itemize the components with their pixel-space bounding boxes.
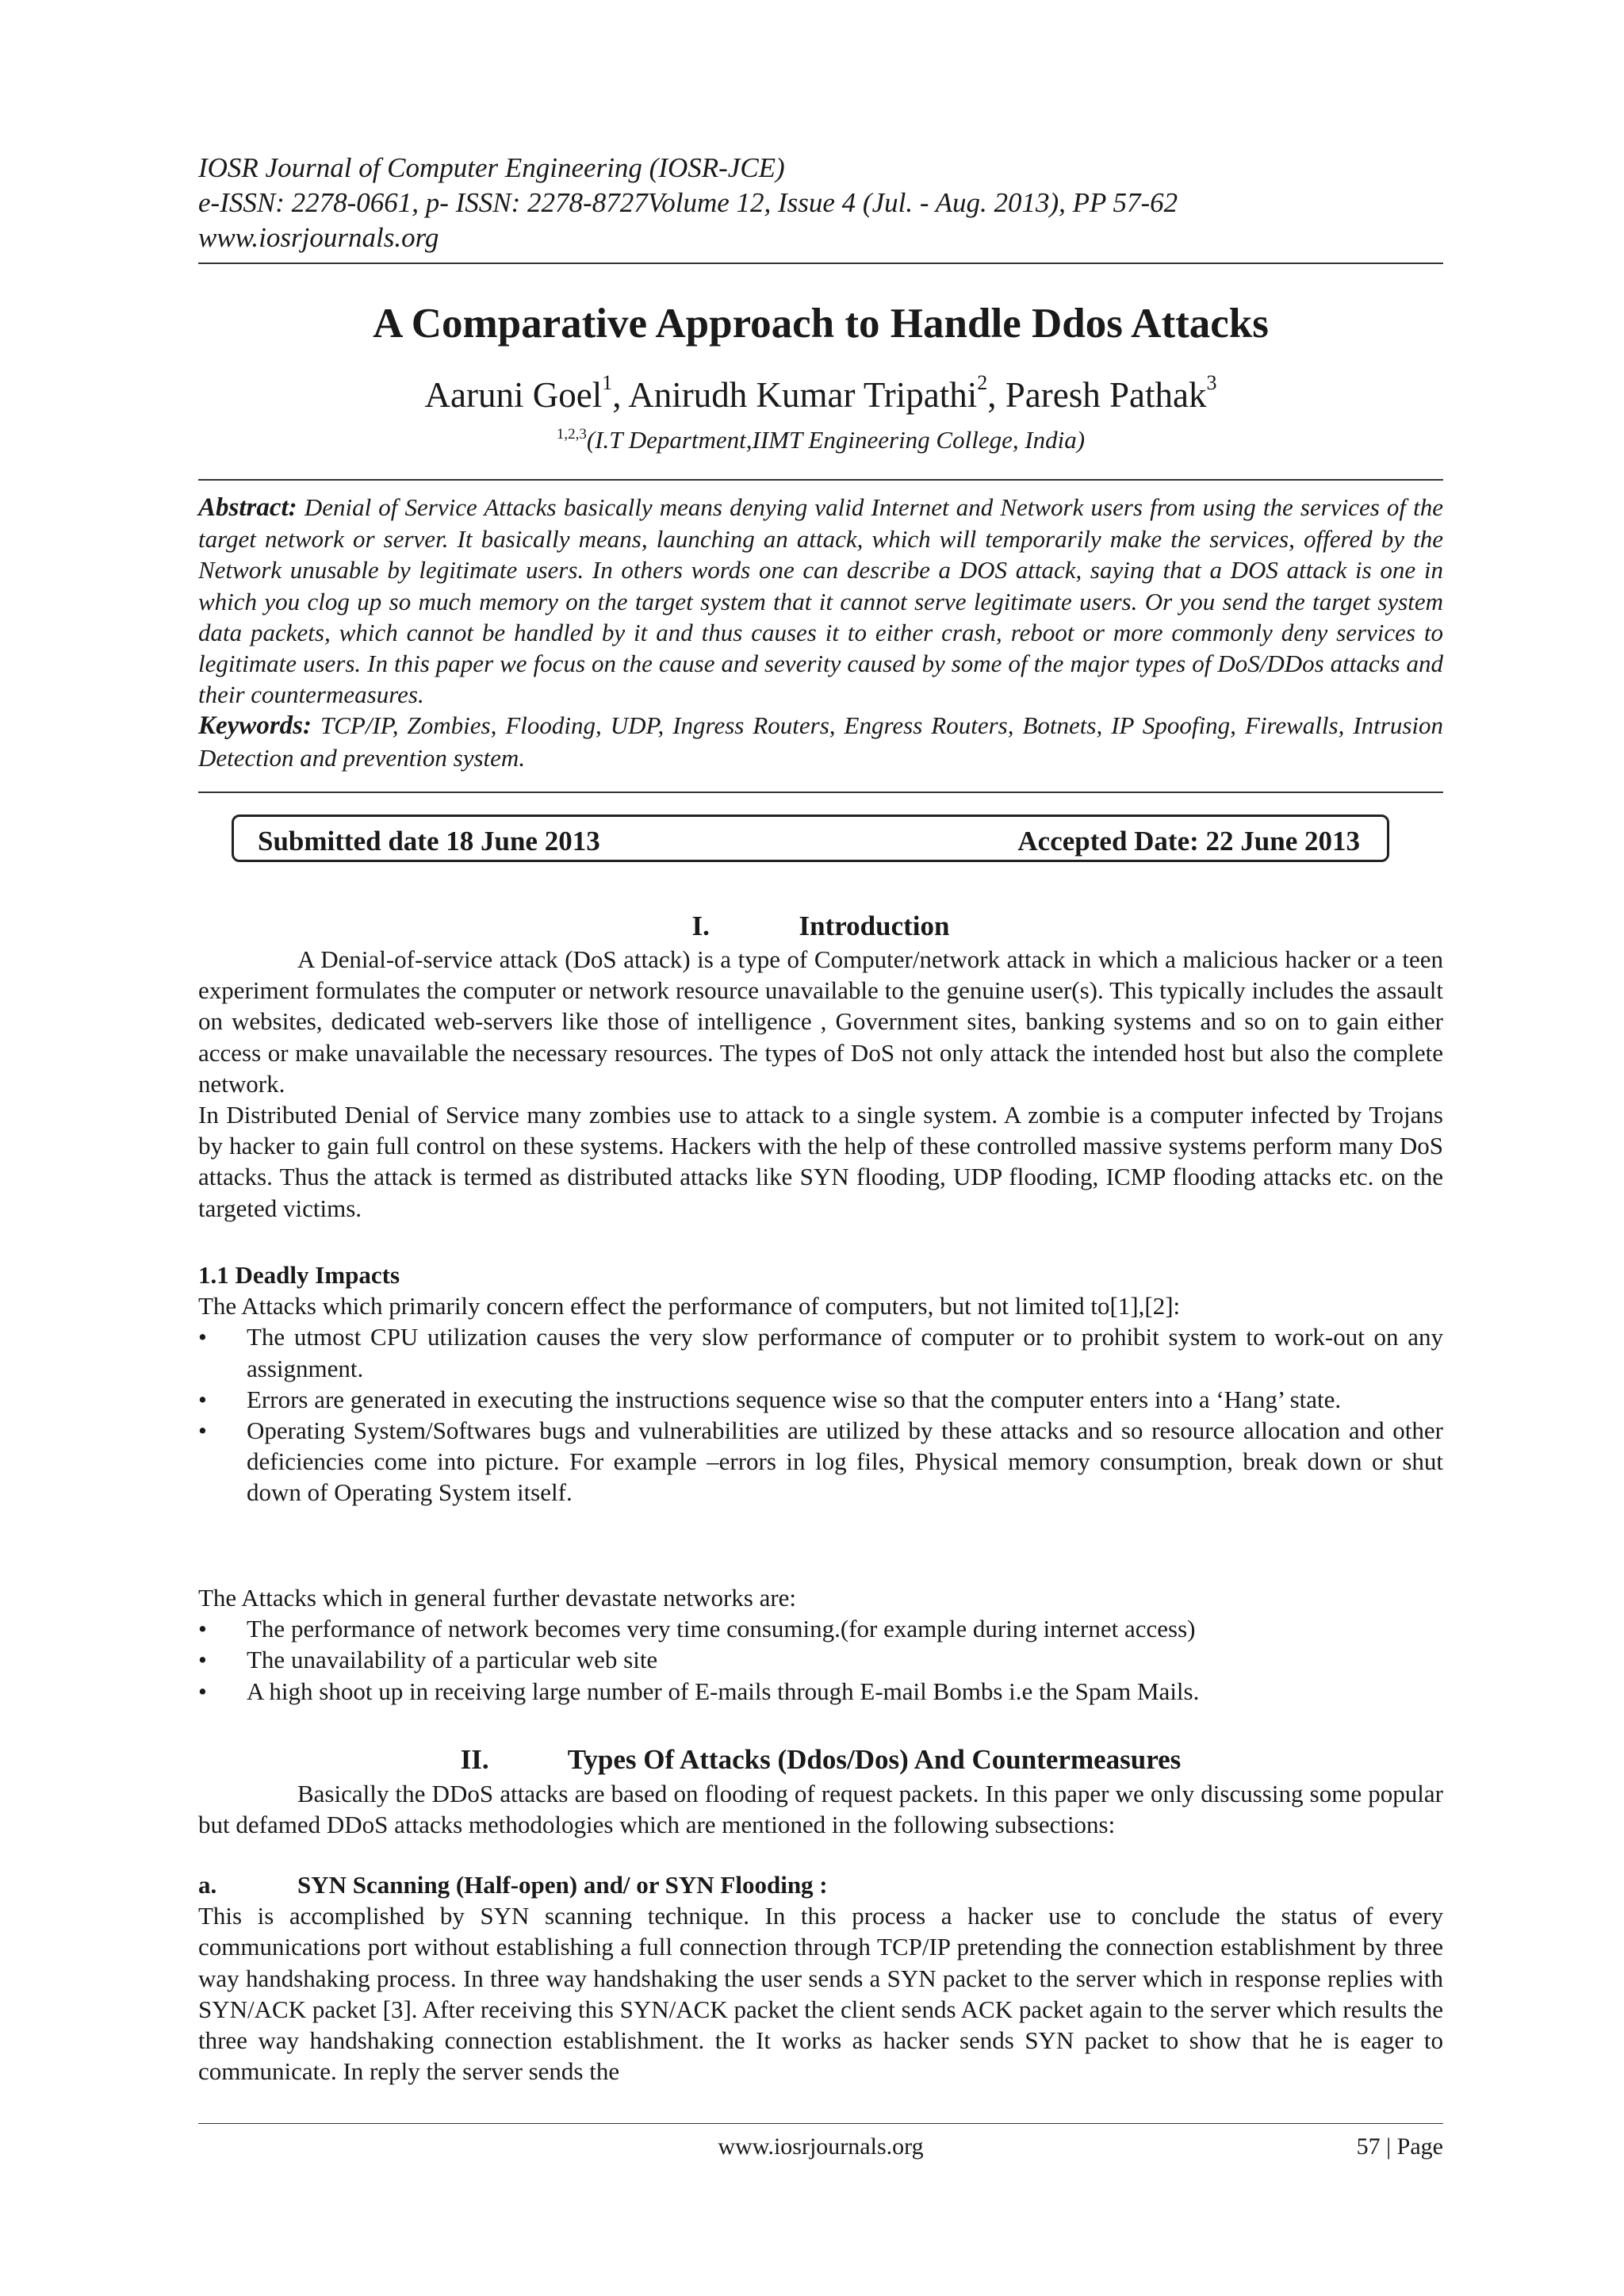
author-sup: 1 (602, 371, 613, 394)
network-impacts-section (198, 1582, 1443, 1707)
author-name: Paresh Pathak (1005, 375, 1207, 415)
list-item: • A high shoot up in receiving large number of E-mails through E-mail Bombs i.e the Spam Mails. (198, 1676, 1443, 1707)
paragraph: The Attacks which in general further devastate networks are: (198, 1584, 797, 1612)
affiliation-sup: 1,2,3 (556, 426, 587, 443)
paragraph: The Attacks which primarily concern effect the performance of computers, but not limited to[1],[2]: (198, 1292, 1181, 1320)
page-number: 57 | Page (1356, 2133, 1443, 2160)
list-item: • Errors are generated in executing the instructions sequence wise so that the computer enters into a ‘Hang’ state. (198, 1384, 1443, 1415)
subsection-label: a. (198, 1871, 217, 1899)
footer-website[interactable]: www.iosrjournals.org (718, 2133, 924, 2160)
list-item: • The unavailability of a particular web site (198, 1644, 1443, 1675)
paragraph: Basically the DDoS attacks are based on flooding of request packets. In this paper we only discussing some popular but defamed DDoS attacks methodologies which are mentioned in the following subsections: (198, 1780, 1443, 1839)
section-heading-types (198, 1743, 1443, 1777)
section-title: Types Of Attacks (Ddos/Dos) And Countermeasures (567, 1744, 1182, 1775)
keywords-text: TCP/IP, Zombies, Flooding, UDP, Ingress Routers, Engress Routers, Botnets, IP Spoofing, Firewalls, Intrusion Detection and prevention system. (198, 711, 1444, 772)
submitted-date: Submitted date 18 June 2013 (258, 826, 600, 857)
list-item: • Operating System/Softwares bugs and vulnerabilities are utilized by these attacks and so resource allocation and other deficiencies come into picture. For example –errors in log files, Physical memory consumption, break down or shut down of Operating System itself. (198, 1415, 1443, 1508)
list-item: • The performance of network becomes very time consuming.(for example during internet access) (198, 1613, 1443, 1644)
journal-header (198, 151, 1443, 255)
affiliation-text: (I.T Department,IIMT Engineering College, India) (586, 426, 1086, 454)
types-body (198, 1778, 1443, 1840)
section-title: Introduction (799, 910, 950, 941)
subsection-heading (198, 1869, 1443, 1900)
section-heading-introduction (198, 910, 1443, 943)
author-sup: 2 (977, 371, 988, 394)
paragraph: In Distributed Denial of Service many zombies use to attack to a single system. A zombie is a computer infected by Trojans by hacker to gain full control on these systems. Hackers with the help of these controlled massive systems perform many DoS attacks. Thus the attack is termed as distributed attacks like SYN flooding, UDP flooding, ICMP flooding attacks etc. on the targeted victims. (198, 1101, 1443, 1222)
header-rule (198, 263, 1443, 264)
section-number: II. (460, 1744, 489, 1775)
introduction-body (198, 944, 1443, 1224)
footer-rule (198, 2123, 1443, 2124)
syn-section (198, 1869, 1443, 2087)
keywords-label: Keywords: (198, 711, 312, 741)
author-name: Aaruni Goel (424, 375, 603, 415)
author-sup: 3 (1206, 371, 1217, 394)
abstract-top-rule (198, 479, 1443, 481)
abstract (198, 492, 1443, 773)
abstract-text: Denial of Service Attacks basically means denying valid Internet and Network users from using the services of the target network or server. It basically means, launching an attack, which will temporarily make the services, offered by the Network unusable by legitimate users. In others words one can describe a DOS attack, saying that a DOS attack is one in which you clog up so much memory on the target system that it cannot serve legitimate users. Or you send the target system data packets, which cannot be handled by it and thus causes it to either crash, reboot or more commonly deny services to legitimate users. In this paper we focus on the cause and severity caused by some of the major types of DoS/DDos attacks and their countermeasures. (198, 493, 1444, 709)
abstract-label: Abstract: (198, 493, 297, 522)
impact-list (198, 1321, 1443, 1508)
network-impact-list (198, 1613, 1443, 1707)
abstract-bottom-rule (198, 792, 1443, 793)
paper-title: A Comparative Approach to Handle Ddos Attacks (373, 301, 1269, 347)
journal-issn: e-ISSN: 2278-0661, p- ISSN: 2278-8727Volume 12, Issue 4 (Jul. - Aug. 2013), PP 57-62 (198, 187, 1178, 218)
author-name: Anirudh Kumar Tripathi (628, 375, 978, 415)
author-list: Aaruni Goel$^1$, Anirudh Kumar Tripathi$^2$, Paresh Pathak$^3$ (424, 371, 1217, 415)
paragraph: A Denial-of-service attack (DoS attack) is a type of Computer/network attack in which a malicious hacker or a teen experiment formulates the computer or network resource unavailable to the genuine user(s). This typically includes the assault on websites, dedicated web-servers like those of intelligence , Government sites, banking systems and so on to gain either access or make unavailable the necessary resources. The types of DoS not only attack the intended host but also the complete network. (198, 945, 1443, 1098)
accepted-date: Accepted Date: 22 June 2013 (1017, 826, 1360, 857)
journal-website[interactable]: www.iosrjournals.org (198, 222, 439, 253)
subsection-title: SYN Scanning (Half-open) and/ or SYN Flooding : (297, 1871, 828, 1899)
journal-name: IOSR Journal of Computer Engineering (IOSR-JCE) (198, 152, 785, 183)
subsection-heading: 1.1 Deadly Impacts (198, 1261, 400, 1289)
list-item: • The utmost CPU utilization causes the very slow performance of computer or to prohibit system to work-out on any assignment. (198, 1321, 1443, 1383)
section-number: I. (691, 910, 710, 941)
deadly-impacts-section (198, 1259, 1443, 1508)
paragraph: This is accomplished by SYN scanning technique. In this process a hacker use to conclude the status of every communications port without establishing a full connection through TCP/IP pretending the connection establishment by three way handshaking process. In three way handshaking the user sends a SYN packet to the server which in response replies with SYN/ACK packet [3]. After receiving this SYN/ACK packet the client sends ACK packet again to the server which results the three way handshaking connection establishment. the It works as hacker sends SYN packet to show that he is eager to communicate. In reply the server sends the (198, 1902, 1443, 2086)
affiliation (198, 424, 1443, 456)
submission-dates-box (232, 815, 1389, 862)
